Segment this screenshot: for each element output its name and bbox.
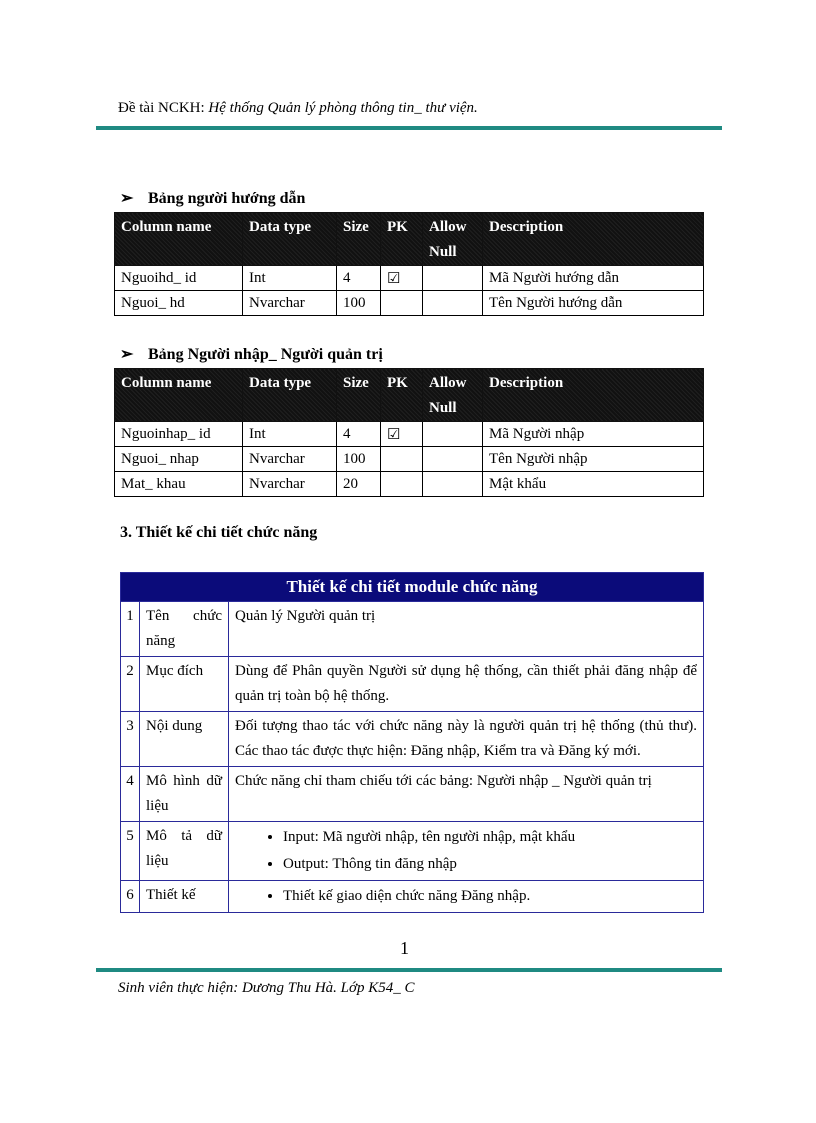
table-cell: Tên Người nhập [483, 447, 704, 472]
row-number: 4 [121, 767, 140, 822]
column-header: Data type [243, 369, 337, 422]
arrow-bullet-icon: ➢ [120, 346, 134, 363]
table-row [115, 266, 704, 291]
table-cell [423, 291, 483, 316]
list-item: • Output: Thông tin đăng nhập [283, 851, 697, 878]
header-rule [96, 126, 722, 130]
pk-checkbox-icon [381, 447, 423, 472]
row-label: Mô tả dữ liệu [140, 822, 229, 881]
row-content [229, 822, 704, 881]
header-prefix: Đề tài NCKH: [118, 100, 205, 116]
column-header: Size [337, 213, 381, 266]
table-cell: Nguoinhap_ id [115, 422, 243, 447]
row-label: Tên chức năng [140, 602, 229, 657]
header-title: Hệ thống Quản lý phòng thông tin_ thư viện. [208, 100, 478, 116]
table-row [121, 822, 704, 881]
list-item: • Input: Mã người nhập, tên người nhập, mật khẩu [283, 824, 697, 851]
table-cell [423, 472, 483, 497]
table-cell: Nguoihd_ id [115, 266, 243, 291]
table-row [121, 881, 704, 913]
table-row [115, 472, 704, 497]
row-content [229, 881, 704, 913]
list-item: • Thiết kế giao diện chức năng Đăng nhập. [283, 883, 697, 910]
table-cell: Nguoi_ nhap [115, 447, 243, 472]
column-header: Allow Null [423, 213, 483, 266]
arrow-bullet-icon: ➢ [120, 190, 134, 207]
table-cell: 100 [337, 447, 381, 472]
column-header: PK [381, 213, 423, 266]
section2-heading: ➢ Bảng Người nhập_ Người quản trị [120, 346, 383, 363]
column-header: Size [337, 369, 381, 422]
table-cell: Nvarchar [243, 472, 337, 497]
row-label: Thiết kế [140, 881, 229, 913]
table-cell [423, 422, 483, 447]
header-row [115, 369, 704, 422]
table-cell: Int [243, 266, 337, 291]
table-cell: Tên Người hướng dẫn [483, 291, 704, 316]
column-header: Allow Null [423, 369, 483, 422]
pk-checkbox-icon: ☑ [381, 422, 423, 447]
footer-rule [96, 968, 722, 972]
pk-checkbox-icon: ☑ [381, 266, 423, 291]
table-row [115, 422, 704, 447]
table-row [121, 602, 704, 657]
table-cell: Nvarchar [243, 447, 337, 472]
column-header: PK [381, 369, 423, 422]
table-cell: 4 [337, 266, 381, 291]
row-number: 1 [121, 602, 140, 657]
table-row [121, 712, 704, 767]
header-row [115, 213, 704, 266]
row-number: 2 [121, 657, 140, 712]
page-header [118, 100, 478, 117]
table-cell: Mật khẩu [483, 472, 704, 497]
table-cell: 20 [337, 472, 381, 497]
table-cell: Mã Người hướng dẫn [483, 266, 704, 291]
page-footer: Sinh viên thực hiện: Dương Thu Hà. Lớp K54_ C [118, 980, 415, 996]
column-header: Description [483, 369, 704, 422]
table-cell: 4 [337, 422, 381, 447]
column-header: Column name [115, 369, 243, 422]
row-label: Mục đích [140, 657, 229, 712]
table-cell: Nvarchar [243, 291, 337, 316]
table-cell: Mat_ khau [115, 472, 243, 497]
row-label: Nội dung [140, 712, 229, 767]
table-cell: 100 [337, 291, 381, 316]
row-label: Mô hình dữ liệu [140, 767, 229, 822]
table-cell: Mã Người nhập [483, 422, 704, 447]
bullet-list [235, 883, 697, 910]
row-content: Quản lý Người quản trị [229, 602, 704, 657]
table-cell [423, 447, 483, 472]
column-header: Description [483, 213, 704, 266]
row-content: Đối tượng thao tác với chức năng này là người quản trị hệ thống (thủ thư). Các thao tác được thực hiện: Đăng nhập, Kiểm tra và Đăng ký mới. [229, 712, 704, 767]
pk-checkbox-icon [381, 291, 423, 316]
row-number: 6 [121, 881, 140, 913]
function-table-title: Thiết kế chi tiết module chức năng [121, 573, 704, 602]
column-header: Data type [243, 213, 337, 266]
pk-checkbox-icon [381, 472, 423, 497]
table-row [115, 291, 704, 316]
table-cell: Int [243, 422, 337, 447]
row-number: 3 [121, 712, 140, 767]
row-content: Dùng để Phân quyền Người sử dụng hệ thống, cần thiết phải đăng nhập để quản trị toàn bộ hệ thống. [229, 657, 704, 712]
section3-heading: 3. Thiết kế chi tiết chức năng [120, 524, 318, 541]
page-number: 1 [400, 938, 409, 958]
table-cell: Nguoi_ hd [115, 291, 243, 316]
row-content: Chức năng chỉ tham chiếu tới các bảng: Người nhập _ Người quản trị [229, 767, 704, 822]
column-header: Column name [115, 213, 243, 266]
table-cell [423, 266, 483, 291]
section1-heading: ➢ Bảng người hướng dẫn [120, 190, 306, 207]
function-design-table [120, 572, 704, 913]
table-nguoi-huong-dan [114, 212, 704, 316]
table-row [121, 657, 704, 712]
row-number: 5 [121, 822, 140, 881]
table-row [121, 767, 704, 822]
table-row [115, 447, 704, 472]
bullet-list [235, 824, 697, 878]
table-nguoi-nhap [114, 368, 704, 497]
